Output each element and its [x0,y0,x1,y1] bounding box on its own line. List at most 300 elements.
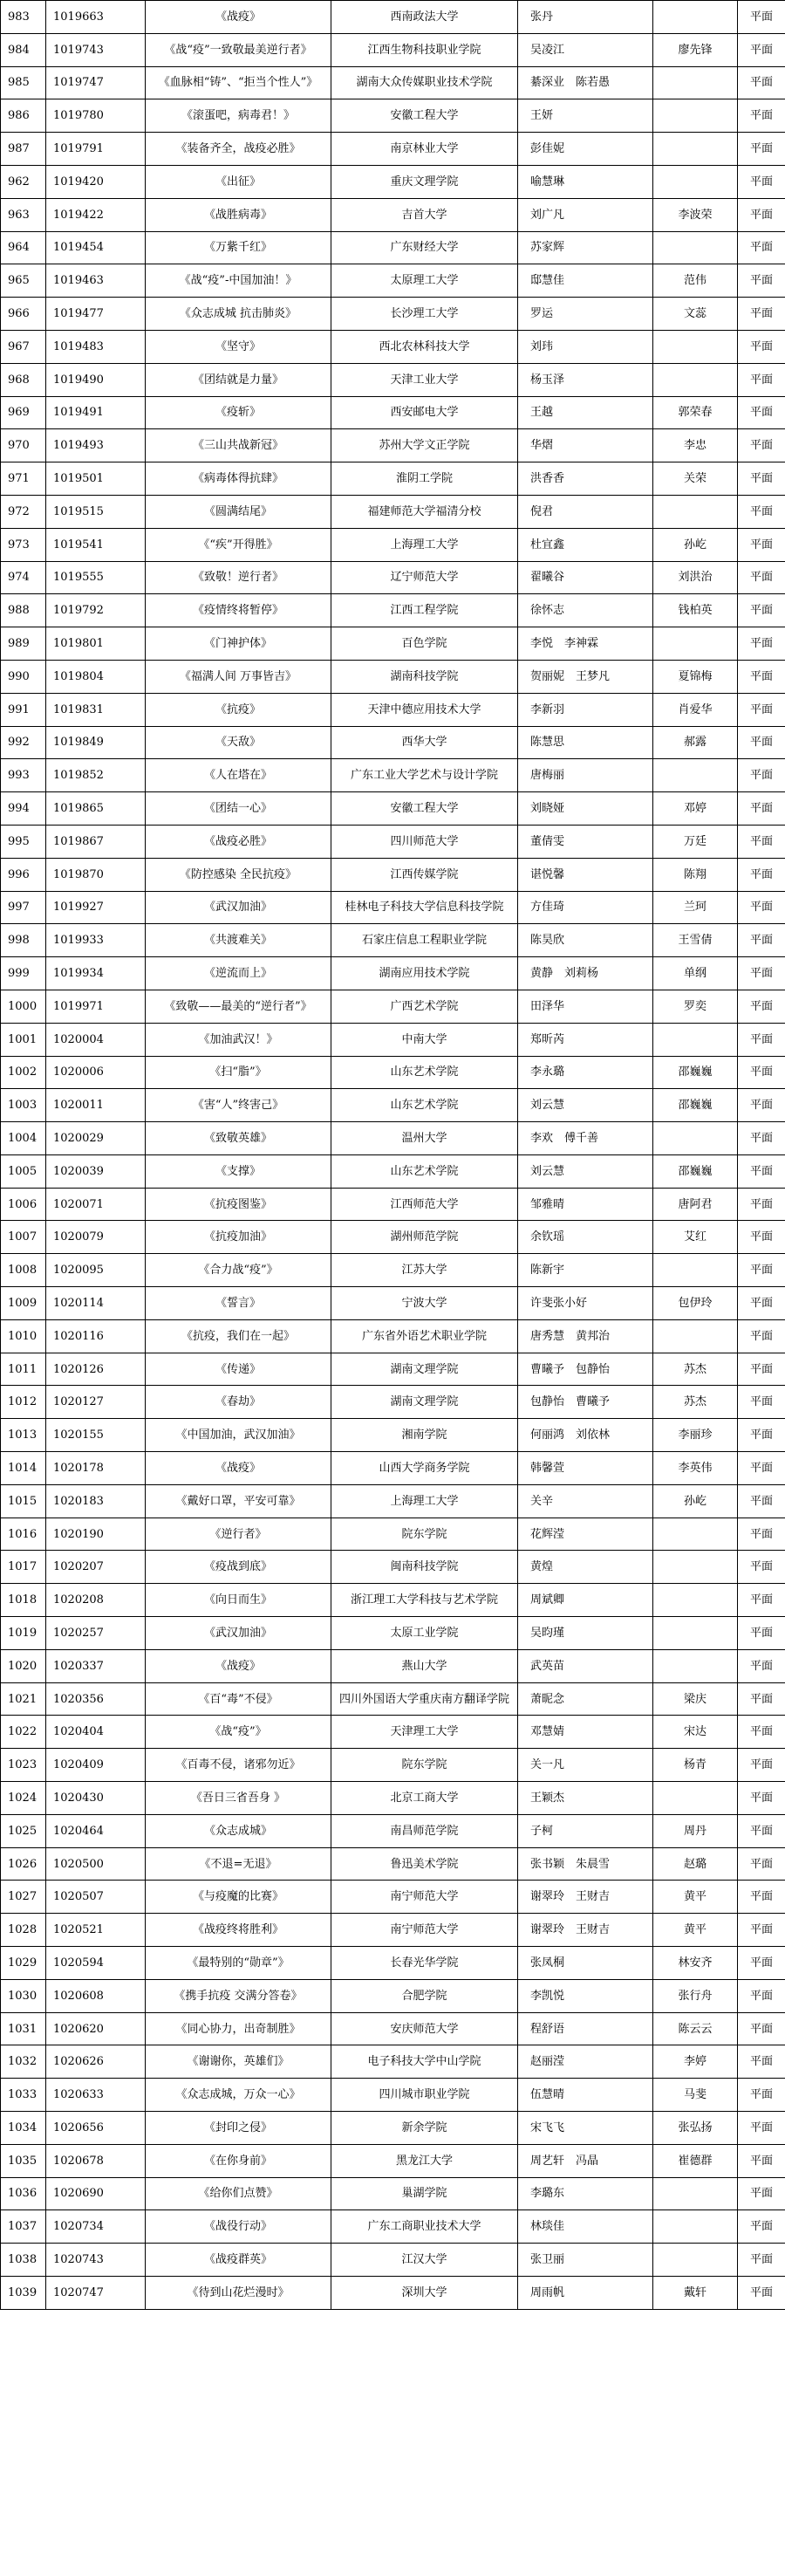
entry-id-cell: 1019831 [46,693,146,726]
work-title-cell: 《扫“脂”》 [146,1056,331,1089]
category-cell: 平面 [738,792,785,826]
table-row [1,1319,785,1353]
advisor-cell: 刘洪治 [653,561,738,594]
entry-id-cell: 1019792 [46,594,146,627]
advisor-cell: 兰珂 [653,891,738,924]
school-cell: 四川外国语大学重庆南方翻译学院 [331,1682,518,1716]
authors-cell: 花辉滢 [518,1518,653,1551]
table-row [1,792,785,826]
authors-cell: 陈新宇 [518,1254,653,1287]
advisor-cell: 戴轩 [653,2276,738,2309]
table-row [1,2079,785,2112]
advisor-cell: 宋达 [653,1716,738,1749]
authors-cell: 罗运 [518,298,653,331]
advisor-cell [653,363,738,396]
category-cell: 平面 [738,990,785,1023]
work-title-cell: 《同心协力，出奇制胜》 [146,2012,331,2045]
entry-id-cell: 1019849 [46,726,146,759]
advisor-cell: 唐阿君 [653,1188,738,1221]
school-cell: 南京林业大学 [331,133,518,166]
table-row [1,1122,785,1155]
entry-id-cell: 1020656 [46,2112,146,2145]
advisor-cell: 梁庆 [653,1682,738,1716]
authors-cell: 杜宜鑫 [518,528,653,561]
work-title-cell: 《抗疫，我们在一起》 [146,1319,331,1353]
table-row [1,1353,785,1386]
category-cell: 平面 [738,561,785,594]
advisor-cell: 艾红 [653,1221,738,1254]
category-cell: 平面 [738,330,785,363]
school-cell: 浙江理工大学科技与艺术学院 [331,1584,518,1617]
advisor-cell: 崔德群 [653,2144,738,2177]
category-cell: 平面 [738,957,785,990]
school-cell: 山东艺术学院 [331,1154,518,1188]
table-row [1,298,785,331]
table-row [1,462,785,496]
work-title-cell: 《滚蛋吧，病毒君！》 [146,99,331,133]
category-cell: 平面 [738,1419,785,1452]
school-cell: 四川师范大学 [331,825,518,858]
school-cell: 湖州师范学院 [331,1221,518,1254]
authors-cell: 唐梅丽 [518,759,653,792]
table-row [1,1682,785,1716]
school-cell: 江西工程学院 [331,594,518,627]
entry-id-cell: 1020208 [46,1584,146,1617]
category-cell: 平面 [738,1814,785,1847]
table-row [1,264,785,298]
row-number-cell: 965 [1,264,46,298]
row-number-cell: 1020 [1,1649,46,1682]
work-title-cell: 《“疾”开得胜》 [146,528,331,561]
work-title-cell: 《逆行者》 [146,1518,331,1551]
row-number-cell: 1012 [1,1386,46,1419]
table-row [1,1023,785,1056]
row-number-cell: 1014 [1,1452,46,1485]
row-number-cell: 1033 [1,2079,46,2112]
authors-cell: 刘云慧 [518,1154,653,1188]
table-row [1,1287,785,1320]
school-cell: 湘南学院 [331,1419,518,1452]
entry-id-cell: 1020011 [46,1089,146,1122]
table-row [1,528,785,561]
advisor-cell [653,1551,738,1584]
advisor-cell [653,1319,738,1353]
authors-cell: 杨玉泽 [518,363,653,396]
entry-id-cell: 1019804 [46,660,146,693]
category-cell: 平面 [738,1089,785,1122]
work-title-cell: 《在你身前》 [146,2144,331,2177]
row-number-cell: 1030 [1,1979,46,2012]
advisor-cell: 单纲 [653,957,738,990]
entry-id-cell: 1019933 [46,924,146,957]
school-cell: 江西师范大学 [331,1188,518,1221]
table-row [1,1,785,34]
row-number-cell: 964 [1,231,46,264]
work-title-cell: 《福满人间 万事皆吉》 [146,660,331,693]
entry-id-cell: 1020734 [46,2210,146,2244]
table-row [1,1154,785,1188]
category-cell: 平面 [738,396,785,429]
authors-cell: 李永璐 [518,1056,653,1089]
entry-id-cell: 1020678 [46,2144,146,2177]
table-row [1,1221,785,1254]
advisor-cell: 林安齐 [653,1947,738,1980]
authors-cell: 王妍 [518,99,653,133]
work-title-cell: 《共渡难关》 [146,924,331,957]
work-title-cell: 《圆满结尾》 [146,495,331,528]
authors-cell: 贺丽妮 王梦凡 [518,660,653,693]
row-number-cell: 1031 [1,2012,46,2045]
row-number-cell: 1027 [1,1881,46,1914]
entry-id-cell: 1020690 [46,2177,146,2210]
advisor-cell: 黄平 [653,1881,738,1914]
table-row [1,2045,785,2079]
category-cell: 平面 [738,198,785,231]
table-row [1,561,785,594]
table-row [1,363,785,396]
authors-cell: 张丹 [518,1,653,34]
row-number-cell: 990 [1,660,46,693]
work-title-cell: 《待到山花烂漫时》 [146,2276,331,2309]
school-cell: 吉首大学 [331,198,518,231]
authors-cell: 田泽华 [518,990,653,1023]
row-number-cell: 1024 [1,1782,46,1815]
category-cell: 平面 [738,133,785,166]
category-cell: 平面 [738,594,785,627]
entry-id-cell: 1019493 [46,429,146,462]
work-title-cell: 《害“人”终害己》 [146,1089,331,1122]
row-number-cell: 1003 [1,1089,46,1122]
category-cell: 平面 [738,2210,785,2244]
entry-id-cell: 1020594 [46,1947,146,1980]
category-cell: 平面 [738,528,785,561]
entry-id-cell: 1019463 [46,264,146,298]
authors-cell: 邸慧佳 [518,264,653,298]
category-cell: 平面 [738,1881,785,1914]
school-cell: 湖南文理学院 [331,1353,518,1386]
table-row [1,1847,785,1881]
work-title-cell: 《众志成城 抗击肺炎》 [146,298,331,331]
row-number-cell: 962 [1,165,46,198]
work-title-cell: 《战疫》 [146,1,331,34]
row-number-cell: 971 [1,462,46,496]
entry-id-cell: 1020183 [46,1484,146,1518]
work-title-cell: 《防控感染 全民抗疫》 [146,858,331,891]
category-cell: 平面 [738,2079,785,2112]
work-title-cell: 《战疫群英》 [146,2244,331,2277]
work-title-cell: 《致敬——最美的“逆行者”》 [146,990,331,1023]
advisor-cell: 关荣 [653,462,738,496]
entry-id-cell: 1019791 [46,133,146,166]
school-cell: 重庆文理学院 [331,165,518,198]
row-number-cell: 1025 [1,1814,46,1847]
table-row [1,2276,785,2309]
entry-id-cell: 1020207 [46,1551,146,1584]
school-cell: 天津中德应用技术大学 [331,693,518,726]
authors-cell: 宋飞飞 [518,2112,653,2145]
advisor-cell [653,1254,738,1287]
row-number-cell: 1002 [1,1056,46,1089]
entry-id-cell: 1019515 [46,495,146,528]
row-number-cell: 994 [1,792,46,826]
work-title-cell: 《致敬英雄》 [146,1122,331,1155]
entry-id-cell: 1020079 [46,1221,146,1254]
authors-cell: 伍慧晴 [518,2079,653,2112]
category-cell: 平面 [738,1518,785,1551]
advisor-cell: 李波荣 [653,198,738,231]
school-cell: 广东工商职业技术大学 [331,2210,518,2244]
work-title-cell: 《携手抗疫 交满分答卷》 [146,1979,331,2012]
entry-id-cell: 1019743 [46,33,146,66]
advisor-cell [653,627,738,661]
table-row [1,1914,785,1947]
work-title-cell: 《战疫》 [146,1452,331,1485]
authors-cell: 曹曦予 包静怡 [518,1353,653,1386]
authors-cell: 喻慧琳 [518,165,653,198]
authors-cell: 周斌卿 [518,1584,653,1617]
work-title-cell: 《逆流而上》 [146,957,331,990]
authors-cell: 刘云慧 [518,1089,653,1122]
work-title-cell: 《病毒体得抗肆》 [146,462,331,496]
category-cell: 平面 [738,264,785,298]
entry-id-cell: 1019801 [46,627,146,661]
category-cell: 平面 [738,1782,785,1815]
school-cell: 福建师范大学福清分校 [331,495,518,528]
table-row [1,891,785,924]
school-cell: 西南政法大学 [331,1,518,34]
entry-id-cell: 1020747 [46,2276,146,2309]
authors-cell: 谢翠玲 王财吉 [518,1881,653,1914]
school-cell: 深圳大学 [331,2276,518,2309]
category-cell: 平面 [738,1847,785,1881]
table-row [1,1089,785,1122]
authors-cell: 许斐张小好 [518,1287,653,1320]
row-number-cell: 1008 [1,1254,46,1287]
authors-cell: 彭佳妮 [518,133,653,166]
category-cell: 平面 [738,1979,785,2012]
work-title-cell: 《合力战“疫”》 [146,1254,331,1287]
authors-cell: 刘玮 [518,330,653,363]
table-row [1,2244,785,2277]
school-cell: 上海理工大学 [331,1484,518,1518]
entry-id-cell: 1020155 [46,1419,146,1452]
work-title-cell: 《与疫魔的比赛》 [146,1881,331,1914]
table-row [1,396,785,429]
entry-id-cell: 1020116 [46,1319,146,1353]
entry-id-cell: 1020178 [46,1452,146,1485]
school-cell: 湖南大众传媒职业技术学院 [331,66,518,99]
category-cell: 平面 [738,66,785,99]
advisor-cell [653,1649,738,1682]
entry-id-cell: 1019555 [46,561,146,594]
school-cell: 安庆师范大学 [331,2012,518,2045]
entry-id-cell: 1019780 [46,99,146,133]
table-row [1,1254,785,1287]
category-cell: 平面 [738,1,785,34]
table-row [1,957,785,990]
work-title-cell: 《最特别的“勋章”》 [146,1947,331,1980]
row-number-cell: 1005 [1,1154,46,1188]
category-cell: 平面 [738,1716,785,1749]
work-title-cell: 《谢谢你，英雄们》 [146,2045,331,2079]
authors-cell: 武英苗 [518,1649,653,1682]
advisor-cell: 赵璐 [653,1847,738,1881]
table-row [1,2177,785,2210]
authors-cell: 李凯悦 [518,1979,653,2012]
work-title-cell: 《战疫必胜》 [146,825,331,858]
school-cell: 巢湖学院 [331,2177,518,2210]
work-title-cell: 《封印之侵》 [146,2112,331,2145]
advisor-cell [653,1,738,34]
entry-id-cell: 1020039 [46,1154,146,1188]
authors-cell: 赵丽滢 [518,2045,653,2079]
authors-cell: 李璐东 [518,2177,653,2210]
work-title-cell: 《武汉加油》 [146,1617,331,1650]
table-row [1,1056,785,1089]
category-cell: 平面 [738,33,785,66]
entry-id-cell: 1020029 [46,1122,146,1155]
table-row [1,165,785,198]
entry-id-cell: 1020337 [46,1649,146,1682]
work-title-cell: 《誓言》 [146,1287,331,1320]
table-row [1,627,785,661]
school-cell: 南昌师范学院 [331,1814,518,1847]
row-number-cell: 1016 [1,1518,46,1551]
advisor-cell [653,2244,738,2277]
entry-id-cell: 1019541 [46,528,146,561]
authors-cell: 董倩雯 [518,825,653,858]
table-row [1,1551,785,1584]
category-cell: 平面 [738,1154,785,1188]
advisor-cell [653,495,738,528]
work-title-cell: 《疫情终将暂停》 [146,594,331,627]
entry-id-cell: 1019501 [46,462,146,496]
advisor-cell [653,1122,738,1155]
table-row [1,330,785,363]
work-title-cell: 《团结就是力量》 [146,363,331,396]
table-row [1,693,785,726]
row-number-cell: 986 [1,99,46,133]
row-number-cell: 1000 [1,990,46,1023]
category-cell: 平面 [738,1914,785,1947]
authors-cell: 韩馨萱 [518,1452,653,1485]
school-cell: 苏州大学文正学院 [331,429,518,462]
advisor-cell [653,1782,738,1815]
advisor-cell: 郝露 [653,726,738,759]
entry-id-cell: 1019852 [46,759,146,792]
advisor-cell: 杨青 [653,1749,738,1782]
table-row [1,133,785,166]
work-title-cell: 《团结一心》 [146,792,331,826]
table-row [1,429,785,462]
table-row [1,1947,785,1980]
work-title-cell: 《人在塔在》 [146,759,331,792]
category-cell: 平面 [738,1551,785,1584]
row-number-cell: 993 [1,759,46,792]
row-number-cell: 1004 [1,1122,46,1155]
school-cell: 西安邮电大学 [331,396,518,429]
table-row [1,825,785,858]
advisor-cell [653,2177,738,2210]
authors-cell: 关一凡 [518,1749,653,1782]
authors-cell: 周艺轩 冯晶 [518,2144,653,2177]
authors-cell: 谢翠玲 王财吉 [518,1914,653,1947]
school-cell: 黑龙江大学 [331,2144,518,2177]
row-number-cell: 1037 [1,2210,46,2244]
authors-cell: 唐秀慧 黄邦治 [518,1319,653,1353]
entry-id-cell: 1020006 [46,1056,146,1089]
school-cell: 长春光华学院 [331,1947,518,1980]
table-row [1,2210,785,2244]
table-row [1,1484,785,1518]
school-cell: 太原理工大学 [331,264,518,298]
authors-cell: 黄静 刘莉杨 [518,957,653,990]
advisor-cell: 周丹 [653,1814,738,1847]
advisor-cell: 张弘扬 [653,2112,738,2145]
row-number-cell: 984 [1,33,46,66]
school-cell: 江苏大学 [331,1254,518,1287]
authors-cell: 李欢 傅千善 [518,1122,653,1155]
advisor-cell: 夏锦梅 [653,660,738,693]
advisor-cell: 邵巍巍 [653,1089,738,1122]
row-number-cell: 1022 [1,1716,46,1749]
advisor-cell [653,99,738,133]
school-cell: 温州大学 [331,1122,518,1155]
category-cell: 平面 [738,1649,785,1682]
work-title-cell: 《疫斩》 [146,396,331,429]
advisor-cell: 马斐 [653,2079,738,2112]
work-title-cell: 《众志成城》 [146,1814,331,1847]
entry-id-cell: 1019477 [46,298,146,331]
entry-id-cell: 1020521 [46,1914,146,1947]
category-cell: 平面 [738,1254,785,1287]
category-cell: 平面 [738,1287,785,1320]
school-cell: 江西生物科技职业学院 [331,33,518,66]
work-title-cell: 《疫战到底》 [146,1551,331,1584]
school-cell: 湖南文理学院 [331,1386,518,1419]
table-row [1,1782,785,1815]
authors-cell: 黄煌 [518,1551,653,1584]
table-row [1,1749,785,1782]
advisor-cell: 包伊玲 [653,1287,738,1320]
advisor-cell: 孙屹 [653,528,738,561]
school-cell: 新余学院 [331,2112,518,2145]
advisor-cell: 苏杰 [653,1353,738,1386]
category-cell: 平面 [738,1353,785,1386]
entry-id-cell: 1020620 [46,2012,146,2045]
advisor-cell [653,133,738,166]
school-cell: 桂林电子科技大学信息科技学院 [331,891,518,924]
work-title-cell: 《百“毒”不侵》 [146,1682,331,1716]
row-number-cell: 1023 [1,1749,46,1782]
row-number-cell: 991 [1,693,46,726]
entry-id-cell: 1020114 [46,1287,146,1320]
work-title-cell: 《战“疫”》 [146,1716,331,1749]
work-title-cell: 《战胜病毒》 [146,198,331,231]
category-cell: 平面 [738,726,785,759]
entry-id-cell: 1020257 [46,1617,146,1650]
authors-cell: 刘晓娅 [518,792,653,826]
row-number-cell: 1036 [1,2177,46,2210]
table-row [1,990,785,1023]
advisor-cell: 肖爱华 [653,693,738,726]
work-title-cell: 《加油武汉！》 [146,1023,331,1056]
entry-id-cell: 1020608 [46,1979,146,2012]
table-row [1,198,785,231]
entry-id-cell: 1019454 [46,231,146,264]
work-title-cell: 《武汉加油》 [146,891,331,924]
category-cell: 平面 [738,1584,785,1617]
